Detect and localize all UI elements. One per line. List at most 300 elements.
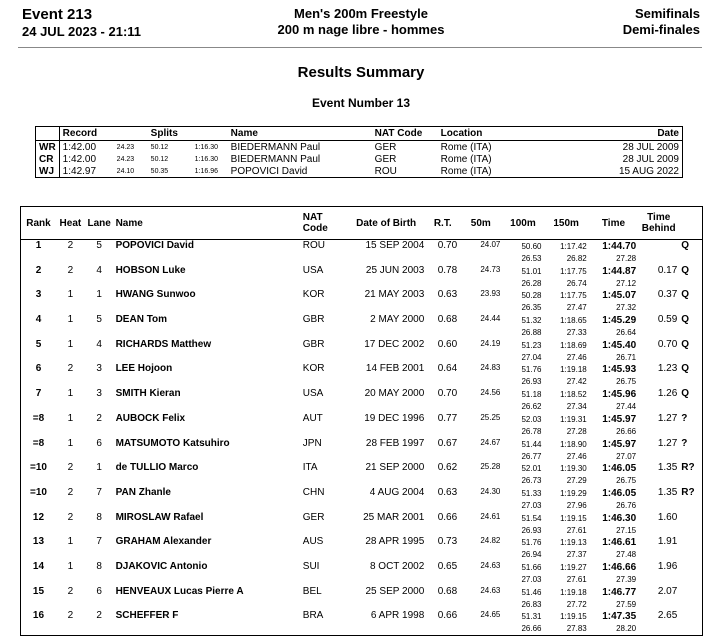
nat-code: KOR [302,289,325,301]
record-holder-name: BIEDERMANN Paul [230,141,321,153]
heat-cell: 2 [67,610,74,622]
final-time [589,462,638,487]
record-location: Rome (ITA) [440,165,492,177]
date-of-birth: 28 APR 1995 [365,536,425,548]
record-split-150: 1:16.30 [194,155,219,163]
split-50m: 24.83 [480,363,501,373]
results-table [20,206,703,636]
record-split-100: 50.12 [150,155,169,163]
result-row [21,413,703,438]
m100-header: 100m [502,207,543,240]
reaction-time: 0.65 [437,560,458,572]
rank-cell: =10 [30,486,47,498]
final-time-lap: 26.75 [616,476,637,486]
result-row [21,289,703,314]
split-100m-cumulative: 51.18 [521,390,542,400]
split-150m-lap: 27.33 [566,328,587,338]
athlete-name: MATSUMOTO Katsuhiro [115,437,230,449]
final-time-cumulative: 1:45.97 [602,438,637,450]
phase-en: Semifinals [634,6,700,21]
result-row [21,536,703,561]
split-100m-lap: 26.35 [521,303,542,313]
lane-cell: 6 [96,585,102,597]
split-50m: 24.67 [480,437,501,447]
record-holder-name: POPOVICI David [230,165,308,177]
records-body [36,141,683,178]
split-150m-lap: 27.34 [566,402,587,412]
athlete-name: AUBOCK Felix [115,412,186,424]
split-50m: 25.25 [480,412,501,422]
phase-fr: Demi-finales [622,22,700,37]
reaction-time: 0.66 [437,511,458,523]
reaction-time: 0.60 [437,338,458,350]
m50-header: 50m [459,207,502,240]
record-split-150: 1:16.96 [194,167,219,175]
lane-cell: 5 [96,240,102,251]
split-150m-lap: 27.37 [566,550,587,560]
nat-header: NAT Code [301,207,346,240]
split-150m-cumulative: 1:18.69 [560,340,587,350]
time-behind: 1.27 [657,412,678,424]
lane-cell: 5 [96,314,102,326]
split-100m-cumulative: 51.31 [521,612,542,622]
final-time-cumulative: 1:46.66 [602,561,637,573]
record-location: Rome (ITA) [440,153,492,165]
split-100m [502,512,543,537]
dob-header: Date of Birth [346,207,426,240]
athlete-name: MIROSLAW Rafael [115,511,204,523]
split-100m [502,363,543,388]
final-time-lap: 27.39 [616,574,637,584]
heat-cell: 1 [67,437,74,449]
date-of-birth: 19 DEC 1996 [364,412,425,424]
split-100m-lap: 26.66 [521,624,542,634]
record-holder-name: BIEDERMANN Paul [230,153,321,165]
result-row [21,610,703,635]
heat-cell: 2 [67,486,74,498]
heat-cell: 2 [67,264,74,276]
split-100m-lap: 26.83 [521,599,542,609]
split-100m [502,438,543,463]
record-time: 1:42.97 [62,165,97,177]
record-code: WR [36,141,60,154]
qualification-mark [679,561,702,586]
athlete-name: HENVEAUX Lucas Pierre A [115,585,244,597]
reaction-time: 0.70 [437,388,458,400]
final-time-cumulative: 1:44.87 [602,265,637,277]
split-150m-lap: 27.83 [566,624,587,634]
qualification-mark: Q [681,289,690,301]
split-150m-cumulative: 1:18.52 [560,390,587,400]
lane-cell: 2 [96,610,102,622]
page-subtitle: Event Number 13 [311,96,411,110]
qualification-mark: Q [681,240,690,251]
split-150m-cumulative: 1:18.90 [560,439,587,449]
time-behind [638,240,679,265]
reaction-time: 0.63 [437,486,458,498]
rank-cell: 7 [35,388,42,400]
heat-cell: 2 [67,585,74,597]
final-time [589,265,638,290]
final-time-cumulative: 1:46.05 [602,463,637,475]
lane-header: Lane [85,207,114,240]
final-time-cumulative: 1:46.61 [602,537,637,549]
records-record-header: Record [59,127,114,141]
final-time-lap: 26.71 [616,352,637,362]
lane-cell: 8 [96,511,102,523]
split-100m-lap: 26.53 [521,254,542,263]
name-header: Name [114,207,301,240]
records-blank-header-2 [192,127,228,141]
split-150m-lap: 27.29 [566,476,587,486]
event-datetime: 24 JUL 2023 - 21:11 [22,24,142,39]
athlete-name: SCHEFFER F [115,610,179,622]
record-time: 1:42.00 [62,153,97,165]
split-100m [502,314,543,339]
rank-cell: 15 [32,585,45,597]
split-150m-lap: 26.82 [566,254,587,263]
split-100m-cumulative: 51.44 [521,439,542,449]
final-time-lap: 27.07 [616,451,637,461]
athlete-name: de TULLIO Marco [115,462,199,474]
split-50m: 24.56 [480,388,501,398]
final-time-lap: 27.59 [616,599,637,609]
final-time-lap: 27.15 [616,525,637,535]
split-150m-cumulative: 1:19.31 [560,414,587,424]
athlete-name: POPOVICI David [115,240,194,251]
qual-header [679,207,702,240]
records-splits-header: Splits [148,127,192,141]
record-date: 28 JUL 2009 [622,153,679,165]
result-row [21,462,703,487]
rt-header: R.T. [426,207,459,240]
rank-cell: 1 [35,240,42,251]
record-nat: GER [374,141,397,153]
split-150m-lap: 27.28 [566,426,587,436]
heat-cell: 1 [67,536,74,548]
time-behind: 0.37 [657,289,678,301]
split-100m-lap: 26.28 [521,278,542,288]
header-right [623,6,700,38]
rank-cell: 13 [32,536,45,548]
rank-cell: 14 [32,560,45,572]
lane-cell: 3 [96,363,102,375]
split-50m: 24.07 [480,240,501,249]
time-behind: 1.23 [657,363,678,375]
record-date: 15 AUG 2022 [618,165,679,177]
final-time [589,586,638,611]
split-150m [544,610,589,635]
athlete-name: PAN Zhanle [115,486,171,498]
result-row [21,487,703,512]
final-time [589,388,638,413]
reaction-time: 0.73 [437,536,458,548]
final-time-lap: 26.75 [616,377,637,387]
time-behind: 1.60 [657,511,678,523]
athlete-name: GRAHAM Alexander [115,536,212,548]
record-split-50: 24.23 [116,143,135,151]
split-100m-lap: 27.03 [521,574,542,584]
reaction-time: 0.78 [437,264,458,276]
records-location-header: Location [438,127,534,141]
time-header: Time [589,207,638,240]
date-of-birth: 14 FEB 2001 [365,363,425,375]
final-time [589,413,638,438]
final-time-cumulative: 1:46.30 [602,512,637,524]
split-100m-cumulative: 51.76 [521,365,542,375]
split-150m [544,536,589,561]
reaction-time: 0.64 [437,363,458,375]
split-100m [502,413,543,438]
split-100m-cumulative: 51.23 [521,340,542,350]
reaction-time: 0.70 [437,240,458,251]
lane-cell: 1 [96,289,102,301]
date-of-birth: 25 JUN 2003 [365,264,425,276]
final-time [589,314,638,339]
rank-cell: 16 [32,610,45,622]
reaction-time: 0.67 [437,437,458,449]
event-name-fr: 200 m nage libre - hommes [277,22,445,37]
split-50m: 24.44 [480,314,501,324]
split-100m [502,561,543,586]
qualification-mark: Q [681,338,690,350]
lane-cell: 6 [96,437,102,449]
split-100m-lap: 26.93 [521,377,542,387]
result-row [21,438,703,463]
final-time-lap: 27.32 [616,303,637,313]
date-of-birth: 21 MAY 2003 [364,289,425,301]
split-50m: 24.30 [480,486,501,496]
split-50m: 25.28 [480,462,501,472]
nat-code: SUI [302,560,320,572]
split-150m-cumulative: 1:17.75 [560,291,587,301]
split-150m-cumulative: 1:19.30 [560,464,587,474]
result-row [21,314,703,339]
split-100m-cumulative: 50.28 [521,291,542,301]
qualification-mark: Q [681,264,690,276]
rank-cell: 12 [32,511,45,523]
rank-cell: 2 [35,264,42,276]
date-of-birth: 2 MAY 2000 [370,314,425,326]
final-time [589,438,638,463]
nat-code: GER [302,511,325,523]
records-date-header: Date [534,127,683,141]
split-150m-cumulative: 1:19.13 [560,538,587,548]
athlete-name: LEE Hojoon [115,363,173,375]
split-100m [502,265,543,290]
heat-cell: 1 [67,289,74,301]
final-time-cumulative: 1:45.07 [602,290,637,302]
date-of-birth: 28 FEB 1997 [365,437,425,449]
split-50m: 24.65 [480,610,501,620]
split-50m: 24.82 [480,536,501,546]
lane-cell: 4 [96,264,102,276]
heat-cell: 2 [67,240,74,251]
time-behind: 0.17 [657,264,678,276]
split-50m: 23.93 [480,289,501,299]
result-row [21,240,703,265]
record-nat: ROU [374,165,397,177]
result-row [21,512,703,537]
final-time [589,512,638,537]
record-split-100: 50.12 [150,143,169,151]
qualification-mark: R? [681,462,695,474]
final-time-lap: 27.12 [616,278,637,288]
split-100m-cumulative: 51.32 [521,316,542,326]
results-header-row [21,207,703,240]
record-nat: GER [374,153,397,165]
final-time-lap: 26.76 [616,500,637,510]
lane-cell: 7 [96,486,102,498]
split-150m-cumulative: 1:17.42 [560,242,587,251]
time-behind: 1.91 [657,536,678,548]
qualification-mark: Q [681,363,690,375]
split-50m: 24.63 [480,560,501,570]
split-150m [544,462,589,487]
split-50m: 24.63 [480,585,501,595]
m150-header: 150m [544,207,589,240]
final-time [589,289,638,314]
split-100m-lap: 26.94 [521,550,542,560]
split-50m: 24.19 [480,338,501,348]
heat-cell: 1 [67,412,74,424]
date-of-birth: 21 SEP 2000 [365,462,425,474]
split-100m [502,240,543,265]
split-150m [544,487,589,512]
split-150m [544,314,589,339]
split-150m-cumulative: 1:17.75 [560,266,587,276]
split-150m [544,388,589,413]
split-100m [502,462,543,487]
lane-cell: 8 [96,560,102,572]
result-row [21,561,703,586]
final-time [589,536,638,561]
split-150m [544,289,589,314]
date-of-birth: 17 DEC 2002 [364,338,425,350]
split-100m-lap: 26.73 [521,476,542,486]
reaction-time: 0.68 [437,585,458,597]
split-100m-cumulative: 52.03 [521,414,542,424]
split-150m-lap: 27.46 [566,451,587,461]
final-time-cumulative: 1:45.96 [602,389,637,401]
nat-code: ITA [302,462,318,474]
split-150m-lap: 27.47 [566,303,587,313]
date-of-birth: 4 AUG 2004 [369,486,425,498]
results-body [21,240,703,636]
records-name-header: Name [228,127,372,141]
split-150m [544,339,589,364]
lane-cell: 4 [96,338,102,350]
split-100m-cumulative: 50.60 [521,242,542,251]
qualification-mark: Q [681,388,690,400]
heat-cell: 1 [67,560,74,572]
record-row [36,141,683,154]
final-time [589,561,638,586]
time-behind: 0.59 [657,314,678,326]
behind-header: Time Behind [638,207,679,240]
final-time-lap: 27.48 [616,550,637,560]
event-name-en: Men's 200m Freestyle [294,6,428,21]
final-time-cumulative: 1:46.05 [602,487,637,499]
rank-cell: 3 [35,289,42,301]
split-150m-lap: 27.61 [566,574,587,584]
record-split-100: 50.35 [150,167,169,175]
split-100m [502,388,543,413]
split-150m-lap: 27.42 [566,377,587,387]
split-50m: 24.73 [480,264,501,274]
nat-code: ROU [302,240,326,251]
rank-cell: =10 [30,462,47,474]
event-number: Event 213 [22,6,93,23]
record-time: 1:42.00 [62,141,97,153]
split-100m-cumulative: 51.66 [521,562,542,572]
split-150m-cumulative: 1:19.15 [560,513,587,523]
split-150m [544,512,589,537]
lane-cell: 2 [96,412,102,424]
split-150m-cumulative: 1:19.27 [560,562,587,572]
date-of-birth: 8 OCT 2002 [369,560,425,572]
final-time [589,363,638,388]
date-of-birth: 25 MAR 2001 [363,511,425,523]
nat-code: AUS [302,536,324,548]
final-time-lap: 26.64 [616,328,637,338]
record-code: CR [36,153,60,165]
final-time [589,240,638,265]
split-150m-cumulative: 1:19.29 [560,488,587,498]
nat-code: CHN [302,486,325,498]
nat-code: JPN [302,437,322,449]
split-150m-lap: 27.61 [566,525,587,535]
rank-cell: 6 [35,363,42,375]
record-code: WJ [36,165,60,178]
split-50m: 24.61 [480,511,501,521]
split-100m-cumulative: 51.01 [521,266,542,276]
final-time [589,339,638,364]
split-100m-lap: 27.04 [521,352,542,362]
records-nat-header: NAT Code [372,127,438,141]
date-of-birth: 25 SEP 2000 [365,585,425,597]
split-150m-lap: 27.72 [566,599,587,609]
split-100m-lap: 26.62 [521,402,542,412]
rank-cell: =8 [32,412,45,424]
heat-cell: 1 [67,338,74,350]
header-center [0,6,722,38]
records-blank-header [114,127,148,141]
split-150m [544,265,589,290]
split-100m [502,289,543,314]
final-time-cumulative: 1:45.93 [602,364,637,376]
final-time [589,487,638,512]
reaction-time: 0.62 [437,462,458,474]
split-150m-cumulative: 1:19.15 [560,612,587,622]
heat-cell: 2 [67,462,74,474]
split-100m [502,487,543,512]
split-100m [502,536,543,561]
time-behind: 1.35 [657,462,678,474]
reaction-time: 0.68 [437,314,458,326]
split-100m-lap: 26.88 [521,328,542,338]
split-150m [544,240,589,265]
split-150m [544,363,589,388]
rank-cell: =8 [32,437,45,449]
rank-header: Rank [21,207,56,240]
record-split-50: 24.10 [116,167,135,175]
split-100m-cumulative: 52.01 [521,464,542,474]
record-date: 28 JUL 2009 [622,141,679,153]
qualification-mark: R? [681,486,695,498]
nat-code: USA [302,264,324,276]
record-split-50: 24.23 [116,155,135,163]
